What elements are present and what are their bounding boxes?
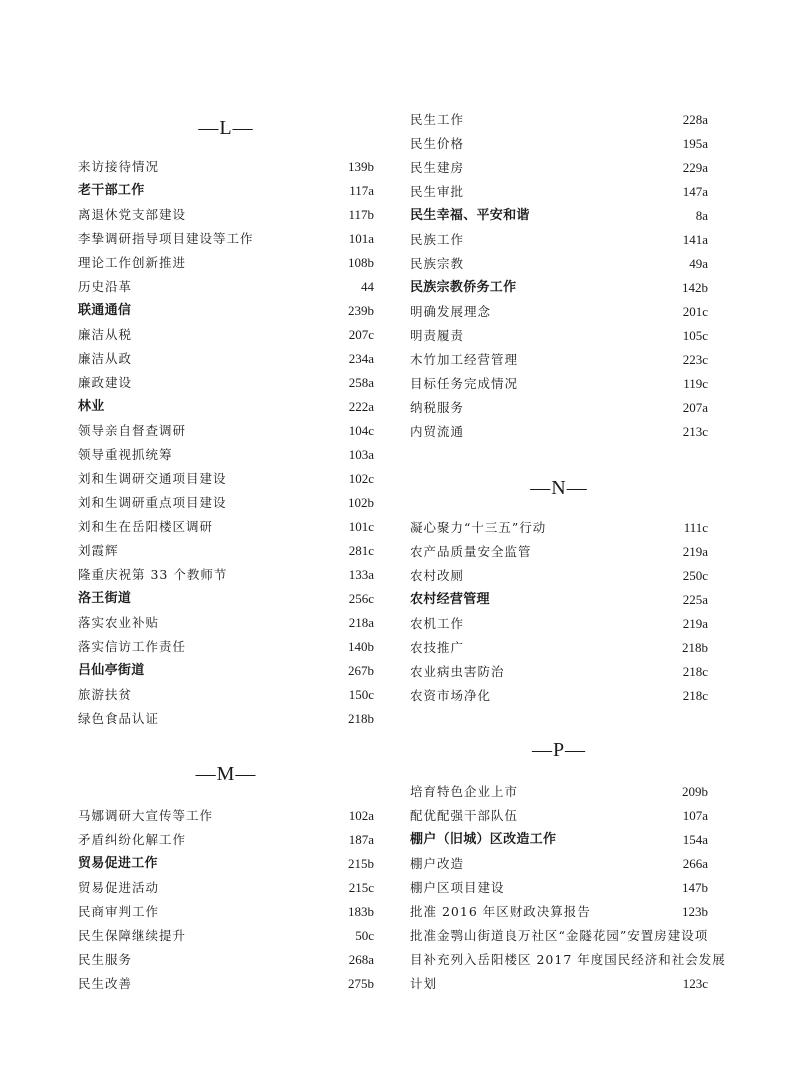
entry-page-number: 102c (348, 471, 374, 486)
index-entry (78, 515, 374, 539)
entry-page-number: 229a (682, 160, 708, 175)
index-entry (410, 876, 708, 900)
index-entry (410, 396, 708, 420)
entry-page-number: 218c (682, 688, 708, 703)
entry-page-number: 123c (682, 976, 708, 991)
entry-text: 民族工作 (410, 232, 465, 247)
index-entry (78, 395, 374, 419)
index-entry (410, 132, 708, 156)
index-entry (410, 804, 708, 828)
index-entry (78, 972, 374, 996)
entry-page-number: 117b (348, 207, 374, 222)
index-entry (78, 852, 374, 876)
entry-page-number: 268a (348, 952, 374, 967)
entry-text: 理论工作创新推进 (78, 255, 187, 270)
entry-text: 李挚调研指导项目建设等工作 (78, 231, 254, 246)
entry-page-number: 105c (682, 328, 708, 343)
index-entry (78, 587, 374, 611)
entry-page-number: 201c (682, 304, 708, 319)
entry-page-number: 103a (348, 447, 374, 462)
entry-page-number: 215b (348, 856, 374, 871)
entry-page-number: 8a (695, 208, 708, 223)
entry-text: 民生审批 (410, 184, 465, 199)
entry-text: 旅游扶贫 (78, 687, 133, 702)
entry-page-number: 108b (348, 255, 374, 270)
section-heading-p: —P— (531, 739, 587, 761)
index-entry (410, 564, 708, 588)
entry-text: 廉政建设 (78, 375, 133, 390)
entry-text: 刘霞辉 (78, 543, 119, 558)
entry-text: 老干部工作 (78, 183, 145, 198)
entry-page-number: 102a (348, 808, 374, 823)
index-entry (410, 156, 708, 180)
index-entry (78, 227, 374, 251)
entry-page-number: 44 (361, 279, 374, 294)
entry-text: 农机工作 (410, 616, 465, 631)
index-entry (410, 372, 708, 396)
entry-page-number: 101a (348, 231, 374, 246)
index-entry (78, 443, 374, 467)
entry-text: 洛王街道 (78, 591, 132, 606)
entry-text: 明确发展理念 (410, 304, 492, 319)
index-entry (78, 683, 374, 707)
entry-text: 民生工作 (410, 112, 465, 127)
index-entry (410, 228, 708, 252)
entry-page-number: 223c (682, 352, 708, 367)
entry-text: 内贸流通 (410, 424, 465, 439)
index-entry (78, 179, 374, 203)
entry-page-number: 218b (348, 711, 374, 726)
entry-page-number: 141a (682, 232, 708, 247)
entry-text: 农业病虫害防治 (410, 664, 505, 679)
index-entry (410, 684, 708, 708)
entry-text: 民生幸福、平安和谐 (410, 208, 530, 223)
entry-text: 民生改善 (78, 976, 133, 991)
entry-text: 联通通信 (78, 303, 132, 318)
entry-page-number: 250c (682, 568, 708, 583)
entry-page-number: 275b (348, 976, 374, 991)
index-entry (78, 371, 374, 395)
index-entry (78, 924, 374, 948)
index-entry (410, 276, 708, 300)
index-entry (410, 636, 708, 660)
entry-text: 凝心聚力“十三五”行动 (410, 520, 547, 535)
entry-text: 民生服务 (78, 952, 133, 967)
section-heading-l: —L— (198, 117, 254, 139)
entry-page-number: 111c (683, 520, 708, 535)
entry-text: 农村经营管理 (410, 592, 490, 607)
index-entry (78, 539, 374, 563)
entry-text: 批准 2016 年区财政决算报告 (410, 904, 591, 919)
entry-page-number: 222a (348, 399, 374, 414)
index-entry (410, 516, 708, 540)
entry-text: 绿色食品认证 (78, 711, 160, 726)
entry-text: 廉洁从政 (78, 351, 133, 366)
entry-page-number: 150c (348, 687, 374, 702)
index-entry (410, 324, 708, 348)
index-entry (410, 180, 708, 204)
entry-page-number: 183b (348, 904, 374, 919)
entry-text: 隆重庆祝第 33 个教师节 (78, 567, 228, 582)
entry-page-number: 133a (348, 567, 374, 582)
entry-text: 棚户（旧城）区改造工作 (410, 832, 557, 847)
entry-page-number: 142b (682, 280, 708, 295)
entry-text: 计划 (410, 976, 438, 991)
index-entry (410, 540, 708, 564)
entry-text: 农村改厕 (410, 568, 465, 583)
index-entry (410, 660, 708, 684)
section-heading-n: —N— (530, 477, 588, 499)
index-entry (78, 876, 374, 900)
index-entry (410, 348, 708, 372)
entry-page-number: 154a (682, 832, 708, 847)
entry-page-number: 102b (348, 495, 374, 510)
index-entry (410, 900, 708, 924)
index-entry (78, 251, 374, 275)
entry-text: 离退休党支部建设 (78, 207, 187, 222)
entry-text: 来访接待情况 (78, 159, 160, 174)
entry-page-number: 218b (682, 640, 708, 655)
index-entry (78, 347, 374, 371)
entry-page-number: 213c (682, 424, 708, 439)
entry-page-number: 225a (682, 592, 708, 607)
entry-page-number: 140b (348, 639, 374, 654)
entry-page-number: 187a (348, 832, 374, 847)
index-entry (78, 155, 374, 179)
index-entry (78, 804, 374, 828)
entry-text: 领导重视抓统筹 (78, 447, 173, 462)
entry-page-number: 266a (682, 856, 708, 871)
index-entry (78, 635, 374, 659)
entry-page-number: 119c (683, 376, 708, 391)
entry-text: 贸易促进活动 (78, 880, 160, 895)
entry-text: 民族宗教侨务工作 (410, 280, 517, 295)
entry-page-number: 258a (348, 375, 374, 390)
entry-text: 木竹加工经营管理 (410, 352, 519, 367)
entry-page-number: 267b (348, 663, 374, 678)
index-entry (78, 467, 374, 491)
entry-text: 民生保障继续提升 (78, 928, 187, 943)
section-heading-m: —M— (195, 763, 257, 785)
entry-page-number: 107a (682, 808, 708, 823)
index-entry (410, 828, 708, 852)
entry-text: 落实信访工作责任 (78, 639, 187, 654)
entry-text: 培育特色企业上市 (410, 784, 519, 799)
entry-page-number: 218a (348, 615, 374, 630)
entry-text: 刘和生调研重点项目建设 (78, 495, 227, 510)
index-entry (78, 948, 374, 972)
entry-text: 矛盾纠纷化解工作 (78, 832, 187, 847)
entry-text: 农资市场净化 (410, 688, 492, 703)
entry-text: 纳税服务 (410, 400, 465, 415)
index-entry (78, 491, 374, 515)
entry-text: 林业 (78, 399, 105, 414)
entry-page-number: 147a (682, 184, 708, 199)
entry-page-number: 209b (682, 784, 708, 799)
entry-page-number: 49a (689, 256, 708, 271)
index-entry (78, 563, 374, 587)
entry-text: 落实农业补贴 (78, 615, 160, 630)
entry-text: 棚户区项目建设 (410, 880, 505, 895)
index-entry (410, 252, 708, 276)
entry-page-number: 139b (348, 159, 374, 174)
entry-text: 批准金鹗山街道良万社区“金隧花园”安置房建设项 (410, 928, 709, 943)
entry-text: 历史沿革 (78, 279, 133, 294)
entry-text: 农技推广 (410, 640, 465, 655)
entry-page-number: 228a (682, 112, 708, 127)
entry-text: 贸易促进工作 (78, 856, 158, 871)
index-entry (78, 828, 374, 852)
index-entry (410, 612, 708, 636)
index-entry (410, 924, 708, 948)
entry-page-number: 219a (682, 616, 708, 631)
entry-text: 刘和生调研交通项目建设 (78, 471, 227, 486)
index-entry (410, 204, 708, 228)
entry-page-number: 50c (355, 928, 374, 943)
index-entry (410, 852, 708, 876)
entry-text: 民商审判工作 (78, 904, 160, 919)
index-entry (78, 900, 374, 924)
entry-page-number: 123b (682, 904, 708, 919)
entry-page-number: 218c (682, 664, 708, 679)
entry-page-number: 207a (682, 400, 708, 415)
index-entry (78, 707, 374, 731)
entry-text: 民族宗教 (410, 256, 465, 271)
entry-text: 目补充列入岳阳楼区 2017 年度国民经济和社会发展 (410, 952, 726, 967)
entry-page-number: 101c (348, 519, 374, 534)
entry-page-number: 239b (348, 303, 374, 318)
entry-text: 配优配强干部队伍 (410, 808, 519, 823)
entry-page-number: 256c (348, 591, 374, 606)
index-entry (78, 203, 374, 227)
entry-text: 民生建房 (410, 160, 465, 175)
index-entry (410, 420, 708, 444)
entry-page-number: 219a (682, 544, 708, 559)
index-entry (410, 108, 708, 132)
entry-text: 目标任务完成情况 (410, 376, 519, 391)
entry-text: 刘和生在岳阳楼区调研 (78, 519, 214, 534)
entry-page-number: 234a (348, 351, 374, 366)
entry-page-number: 195a (682, 136, 708, 151)
entry-text: 明责履责 (410, 328, 465, 343)
entry-text: 吕仙亭街道 (78, 663, 145, 678)
index-entry (78, 299, 374, 323)
entry-page-number: 215c (348, 880, 374, 895)
entry-text: 廉洁从税 (78, 327, 133, 342)
entry-text: 农产品质量安全监管 (410, 544, 532, 559)
index-entry (78, 419, 374, 443)
entry-page-number: 207c (348, 327, 374, 342)
index-entry (78, 659, 374, 683)
index-entry (78, 323, 374, 347)
entry-page-number: 117a (349, 183, 374, 198)
index-entry (410, 972, 708, 996)
index-entry (78, 275, 374, 299)
entry-page-number: 147b (682, 880, 708, 895)
entry-page-number: 281c (348, 543, 374, 558)
entry-page-number: 104c (348, 423, 374, 438)
entry-text: 领导亲自督查调研 (78, 423, 187, 438)
entry-text: 民生价格 (410, 136, 465, 151)
entry-text: 棚户改造 (410, 856, 465, 871)
index-entry (410, 300, 708, 324)
index-entry (410, 948, 726, 972)
index-entry (78, 611, 374, 635)
index-entry (410, 780, 708, 804)
index-entry (410, 588, 708, 612)
entry-text: 马娜调研大宣传等工作 (78, 808, 214, 823)
